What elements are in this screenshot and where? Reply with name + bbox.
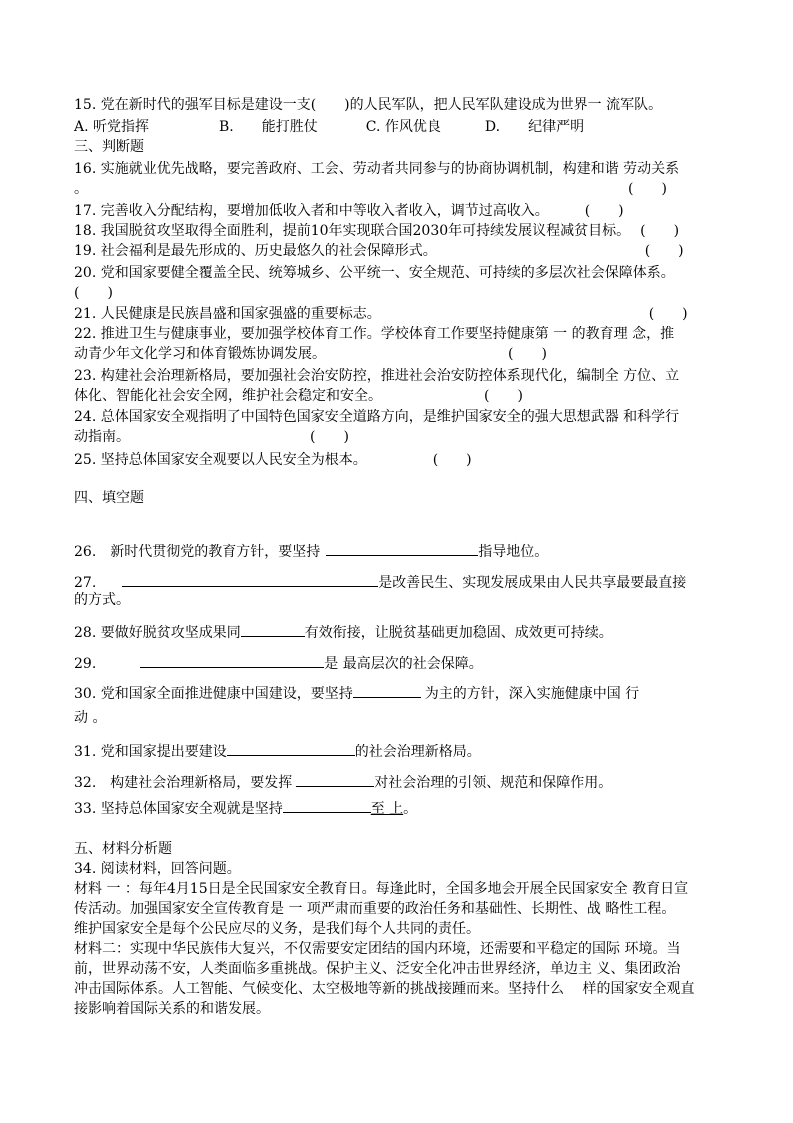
q18-text: 18. 我国脱贫攻坚取得全面胜利，提前10年实现联合国2030年可持续发展议程减贫目标。 xyxy=(74,223,631,239)
q15-option-d: D. 纪律严明 xyxy=(484,119,585,135)
q22-line2 xyxy=(74,345,547,363)
q23-text-cont: 体化、智能化社会安全网，维护社会稳定和安全。 xyxy=(74,388,382,404)
q27-line1 xyxy=(74,572,686,592)
q27-answer-blank[interactable] xyxy=(122,572,378,587)
q22-line1: 22. 推进卫生与健康事业，要加强学校体育工作。学校体育工作要坚持健康第 一 的教育理 念，推 xyxy=(74,326,675,342)
material2-line2: 前，世界动荡不安，人类面临多重挑战。保护主义、泛安全化冲击世界经济，单边主 义、集团政治 xyxy=(74,961,681,977)
q33-answer-blank[interactable] xyxy=(283,798,371,813)
q26-text-b: 指导地位。 xyxy=(478,544,549,560)
q29-line xyxy=(74,653,483,673)
q30-line1 xyxy=(74,683,639,703)
q17-answer-paren: ( ) xyxy=(584,203,624,219)
material2-line1: 材料二：实现中华民族伟大复兴，不仅需要安定团结的国内环境，还需要和平稳定的国际 环境。当 xyxy=(74,941,681,957)
q28-line xyxy=(74,622,613,642)
q21-line xyxy=(74,305,688,323)
q22-text-cont: 动青少年文化学习和体育锻炼协调发展。 xyxy=(74,346,326,362)
q19-answer-paren: ( ) xyxy=(644,243,684,259)
q24-answer-paren: ( ) xyxy=(310,429,349,445)
q15-text: 15. 党在新时代的强军目标是建设一支( )的人民军队，把人民军队建设成为世界一 流军队。 xyxy=(74,97,663,113)
q20-line1: 20. 党和国家要健全覆盖全民、统筹城乡、公平统一、安全规范、可持续的多层次社会保障体系。 xyxy=(74,265,675,281)
q15-options xyxy=(74,118,584,136)
q22-answer-paren: ( ) xyxy=(508,346,547,362)
q24-line1: 24. 总体国家安全观指明了中国特色国家安全道路方向，是维护国家安全的强大思想武器 和科学行 xyxy=(74,409,680,425)
material2-line4: 接影响着国际关系的和谐发展。 xyxy=(74,1001,270,1017)
q18-answer-paren: ( ) xyxy=(640,223,680,239)
q23-line1: 23. 构建社会治理新格局，要加强社会治安防控，推进社会治安防控体系现代化，编制全 方位、立 xyxy=(74,368,680,384)
q33-line xyxy=(74,798,417,818)
q28-text-b: 有效衔接，让脱贫基础更加稳固、成效更可持续。 xyxy=(304,625,613,641)
q30-text-a: 30. 党和国家全面推进健康中国建设，要坚持 xyxy=(74,686,353,702)
q19-line xyxy=(74,242,684,260)
q15-option-a: A. 听党指挥 xyxy=(74,119,150,135)
q28-text-a: 28. 要做好脱贫攻坚成果同 xyxy=(74,625,241,641)
q31-line xyxy=(74,741,481,761)
q31-text-a: 31. 党和国家提出要建设 xyxy=(74,744,227,760)
q32-line xyxy=(74,772,612,792)
q30-answer-blank[interactable] xyxy=(353,683,421,698)
material1-line3: 维护国家安全是每个公民应尽的义务，是我们每个人共同的责任。 xyxy=(74,921,480,937)
q29-number: 29. xyxy=(74,656,97,672)
q25-answer-paren: ( ) xyxy=(432,452,472,468)
material1-line1: 材料 一 ：每年4月15日是全民国家安全教育日。每逢此时，全国多地会开展全民国家安全 教育日宣 xyxy=(74,881,689,897)
q20-answer-paren: ( ) xyxy=(74,285,113,301)
q31-text-b: 的社会治理新格局。 xyxy=(354,744,481,760)
q26-line xyxy=(74,541,548,561)
q16-line2 xyxy=(74,180,667,198)
q25-text: 25. 坚持总体国家安全观要以人民安全为根本。 xyxy=(74,452,367,468)
q21-text: 21. 人民健康是民族昌盛和国家强盛的重要标志。 xyxy=(74,306,381,322)
q27-line2: 的方式。 xyxy=(74,592,130,608)
q30-line2: 动 。 xyxy=(74,710,107,726)
q24-line2 xyxy=(74,428,349,446)
q21-answer-paren: ( ) xyxy=(648,306,688,322)
q17-line xyxy=(74,202,624,220)
q31-answer-blank[interactable] xyxy=(227,741,355,756)
q33-text-b: 至 上 xyxy=(370,801,404,817)
q32-text-b: 对社会治理的引领、规范和保障作用。 xyxy=(374,775,613,791)
q26-text-a: 26. 新时代贯彻党的教育方针，要坚持 xyxy=(74,544,321,560)
q29-text-b: 是 最高层次的社会保障。 xyxy=(324,656,483,672)
q32-answer-blank[interactable] xyxy=(296,772,374,787)
q23-answer-paren: ( ) xyxy=(484,388,523,404)
q30-text-b: 为主的方针，深入实施健康中国 行 xyxy=(424,686,640,702)
q16-line1: 16. 实施就业优先战略，要完善政府、工会、劳动者共同参与的协商协调机制，构建和谐 劳动关系 xyxy=(74,161,680,177)
q15-option-b: B. 能打胜仗 xyxy=(219,119,318,135)
q24-text-cont: 动指南。 xyxy=(74,429,130,445)
q33-text-a: 33. 坚持总体国家安全观就是坚持 xyxy=(74,801,283,817)
q25-line xyxy=(74,451,472,469)
q17-text: 17. 完善收入分配结构，要增加低收入者和中等收入者收入，调节过高收入。 xyxy=(74,203,549,219)
q19-text: 19. 社会福利是最先形成的、历史最悠久的社会保障形式。 xyxy=(74,243,437,259)
q27-text-b: 是改善民生、实现发展成果由人民共享最要最直接 xyxy=(378,575,687,591)
q33-text-c: 。 xyxy=(403,801,418,817)
q26-answer-blank[interactable] xyxy=(326,541,478,556)
q34-text: 34. 阅读材料，回答问题。 xyxy=(74,861,241,877)
q16-end: 。 xyxy=(74,181,88,197)
section4-heading: 四、填空题 xyxy=(74,490,144,506)
q32-text-a: 32. 构建社会治理新格局，要发挥 xyxy=(74,775,293,791)
section3-heading: 三、判断题 xyxy=(74,139,144,155)
q28-answer-blank[interactable] xyxy=(241,622,305,637)
section5-heading: 五、材料分析题 xyxy=(74,841,172,857)
material1-line2: 传活动。加强国家安全宣传教育是 一 项严肃而重要的政治任务和基础性、长期性、战 略性工程。 xyxy=(74,901,676,917)
q15-option-c: C. 作风优良 xyxy=(365,119,441,135)
q29-answer-blank[interactable] xyxy=(140,653,324,668)
q18-line xyxy=(74,222,679,240)
material2-line3: 冲击国际体系。人工智能、气候变化、太空极地等新的挑战接踵而来。坚持什么 样的国家安全观直 xyxy=(74,981,695,997)
q23-line2 xyxy=(74,387,523,405)
q16-answer-paren: ( ) xyxy=(628,181,667,197)
q27-number: 27. xyxy=(74,575,97,591)
